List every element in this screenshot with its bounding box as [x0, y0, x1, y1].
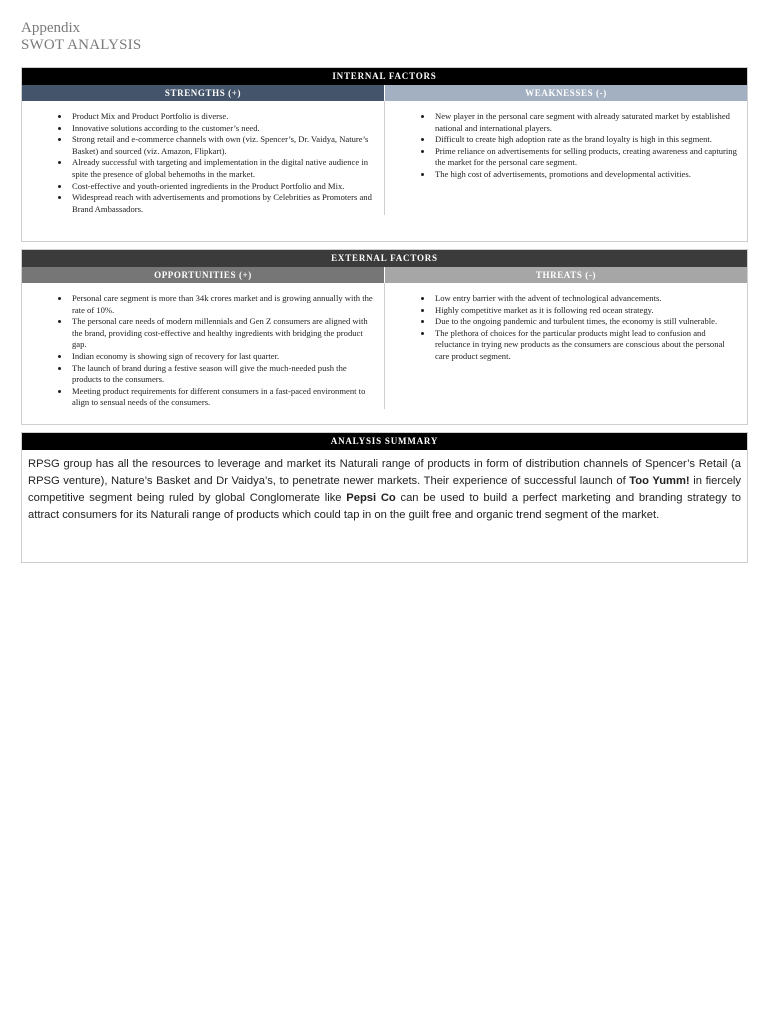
list-item: • The high cost of advertisements, promotions and developmental activities.	[433, 169, 741, 181]
list-item: • Strong retail and e-commerce channels with own (viz. Spencer’s, Dr. Vaidya, Nature’s Basket) and sourced (viz. Amazon, Flipkart).	[70, 134, 378, 157]
opportunities-column	[22, 283, 384, 409]
summary-text-part: can be used to build a perfect marketing and branding strategy to attract consumers for its Naturali range of products which could tap in on the guilt free and organic trend segment of the market.	[28, 492, 742, 521]
summary-paragraph	[22, 450, 747, 524]
threats-list	[395, 293, 741, 363]
list-item: • The personal care needs of modern millennials and Gen Z consumers are aligned with the brand, providing cost-effective and healthy ingredients with bridging the product gap.	[70, 316, 378, 351]
external-subheader-row	[22, 267, 747, 283]
weaknesses-header: WEAKNESSES (-)	[384, 85, 747, 101]
list-item: • Indian economy is showing sign of recovery for last quarter.	[70, 351, 378, 363]
external-factors-header: EXTERNAL FACTORS	[22, 250, 747, 267]
weaknesses-column	[384, 101, 747, 215]
list-item: • The plethora of choices for the particular products might lead to confusion and reluctance in trying new products as the consumers are conscious about the personal care product segment.	[433, 328, 741, 363]
internal-factors-section	[21, 67, 748, 242]
list-item: • Prime reliance on advertisements for selling products, creating awareness and capturing the market for the personal care segment.	[433, 146, 741, 169]
summary-bold-pepsi-co: Pepsi Co	[346, 492, 396, 504]
external-factors-section	[21, 249, 748, 425]
external-columns	[22, 283, 747, 409]
strengths-column	[22, 101, 384, 215]
list-item: • New player in the personal care segment with already saturated market by established national and international players.	[433, 111, 741, 134]
list-item: • Already successful with targeting and implementation in the digital native audience in spite the presence of global behemoths in the market.	[70, 157, 378, 180]
list-item: • Personal care segment is more than 34k crores market and is growing annually with the rate of 10%.	[70, 293, 378, 316]
section-label: Appendix	[21, 20, 81, 36]
list-item: • Highly competitive market as it is following red ocean strategy.	[433, 305, 741, 317]
threats-header: THREATS (-)	[384, 267, 747, 283]
list-item: • The launch of brand during a festive season will give the much-needed push the products to the consumers.	[70, 363, 378, 386]
page-title: SWOT ANALYSIS	[21, 37, 142, 53]
analysis-summary-section	[21, 432, 748, 563]
threats-column	[384, 283, 747, 409]
list-item: • Product Mix and Product Portfolio is diverse.	[70, 111, 378, 123]
list-item: • Cost-effective and youth-oriented ingredients in the Product Portfolio and Mix.	[70, 181, 378, 193]
opportunities-header: OPPORTUNITIES (+)	[22, 267, 384, 283]
list-item: • Widespread reach with advertisements and promotions by Celebrities as Promoters and Brand Ambassadors.	[70, 192, 378, 215]
internal-factors-header: INTERNAL FACTORS	[22, 68, 747, 85]
strengths-header: STRENGTHS (+)	[22, 85, 384, 101]
list-item: • Low entry barrier with the advent of technological advancements.	[433, 293, 741, 305]
page-header	[21, 20, 141, 54]
weaknesses-list	[395, 111, 741, 181]
list-item: • Innovative solutions according to the customer’s need.	[70, 123, 378, 135]
summary-text-part: in fiercely competitive segment being ruled by global Conglomerate like	[28, 475, 742, 504]
internal-subheader-row	[22, 85, 747, 101]
list-item: • Meeting product requirements for different consumers in a fast-paced environment to align to sensual needs of the consumers.	[70, 386, 378, 409]
summary-bold-too-yumm: Too Yumm!	[629, 475, 690, 487]
opportunities-list	[32, 293, 378, 409]
strengths-list	[32, 111, 378, 215]
internal-columns	[22, 101, 747, 215]
list-item: • Due to the ongoing pandemic and turbulent times, the economy is still vulnerable.	[433, 316, 741, 328]
list-item: • Difficult to create high adoption rate as the brand loyalty is high in this segment.	[433, 134, 741, 146]
analysis-summary-header: ANALYSIS SUMMARY	[22, 433, 747, 450]
summary-text-part: RPSG group has all the resources to leverage and market its Naturali range of products in form of distribution channels of Spencer’s Retail (a RPSG venture), Nature’s Basket and Dr Vaidya’s, to penetrate newer markets. Their experience of successful launch of	[28, 458, 741, 487]
